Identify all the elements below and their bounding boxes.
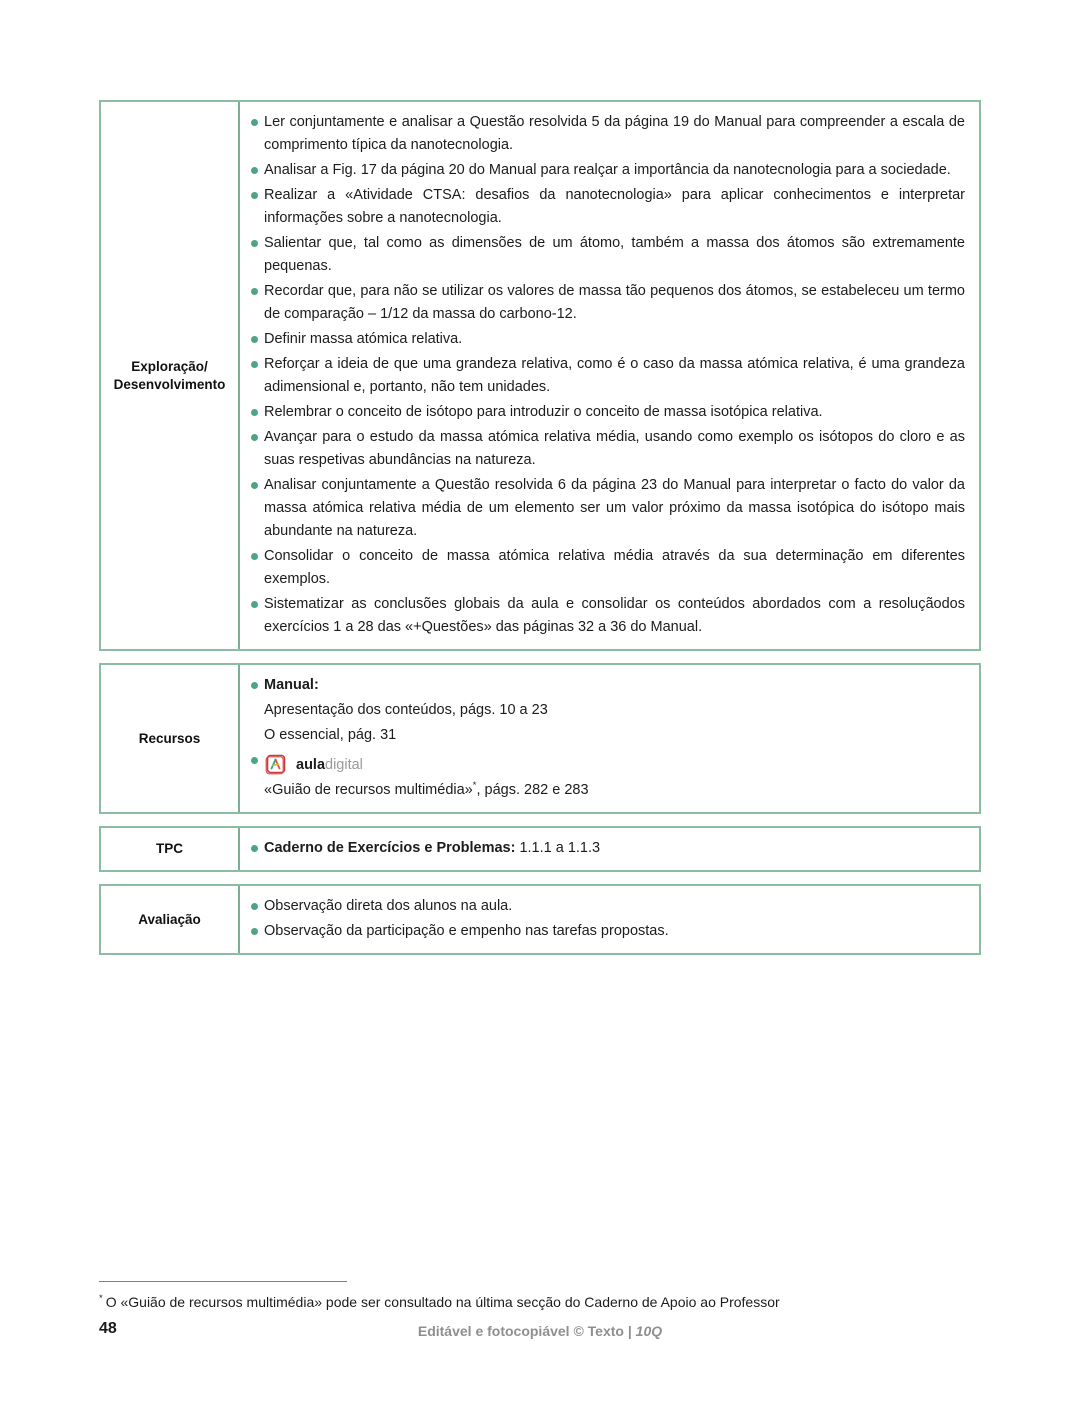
bullet-item	[240, 474, 965, 543]
footer-label: Editável e fotocopiável © Texto |	[417, 1323, 636, 1339]
bullet-item	[240, 749, 965, 777]
bullet-icon	[251, 434, 258, 441]
bullet-icon	[251, 601, 258, 608]
text-segment: Analisar a Fig. 17 da página 20 do Manual para realçar a importância da nanotecnologia para a sociedade.	[264, 162, 951, 178]
bullet-item	[240, 545, 965, 591]
footnote-divider	[99, 1281, 347, 1282]
section-content-exploracao-desenvolvimento	[240, 102, 979, 649]
text-segment: Observação da participação e empenho nas tarefas propostas.	[264, 923, 669, 939]
bullet-icon	[251, 928, 258, 935]
text-segment: Definir massa atómica relativa.	[264, 331, 463, 347]
bullet-item	[240, 280, 965, 326]
bullet-item	[240, 328, 965, 351]
text-segment: digital	[325, 757, 363, 773]
bullet-item	[240, 593, 965, 639]
bullet-icon	[251, 192, 258, 199]
bullet-item	[240, 674, 965, 697]
section-label-exploracao-desenvolvimento: Exploração/ Desenvolvimento	[101, 102, 240, 649]
bullet-icon	[251, 682, 258, 689]
bullet-item	[240, 920, 965, 943]
section-tpc	[99, 826, 981, 872]
text-segment: Realizar a «Atividade CTSA: desafios da nanotecnologia» para aplicar conhecimentos e interpretar informações sobre a nanotecnologia.	[264, 187, 965, 226]
text-segment: Observação direta dos alunos na aula.	[264, 898, 513, 914]
lesson-plan-tables	[99, 100, 981, 967]
text-segment: Manual:	[264, 677, 319, 693]
text-segment: Caderno de Exercícios e Problemas:	[264, 840, 516, 856]
text-segment: Consolidar o conceito de massa atómica relativa média através da sua determinação em diferentes exemplos.	[264, 548, 965, 587]
bullet-icon	[251, 903, 258, 910]
section-avaliacao	[99, 884, 981, 955]
text-segment: aula	[296, 757, 326, 773]
section-label-avaliacao: Avaliação	[101, 886, 240, 953]
text-segment: Salientar que, tal como as dimensões de um átomo, também a massa dos átomos são extremamente pequenas.	[264, 235, 965, 274]
bullet-icon	[251, 119, 258, 126]
text-segment: Analisar conjuntamente a Questão resolvida 6 da página 23 do Manual para interpretar o facto do valor da massa atómica relativa média de um elemento ser um valor próximo da massa isotópica do isótopo mais abundante na natureza.	[264, 477, 965, 539]
bullet-icon	[251, 757, 258, 764]
continuation-line	[240, 699, 965, 722]
bullet-item	[240, 184, 965, 230]
bullet-icon	[251, 240, 258, 247]
bullet-item	[240, 232, 965, 278]
bullet-icon	[251, 361, 258, 368]
footnote-text: O «Guião de recursos multimédia» pode ser consultado na última secção do Caderno de Apoio ao Professor	[105, 1294, 780, 1310]
bullet-item	[240, 895, 965, 918]
section-content-avaliacao	[240, 886, 979, 953]
continuation-line	[240, 779, 965, 802]
text-segment: , págs. 282 e 283	[476, 782, 589, 798]
section-content-recursos	[240, 665, 979, 812]
page-number: 48	[99, 1320, 117, 1337]
text-segment: Apresentação dos conteúdos, págs. 10 a 23	[264, 702, 548, 718]
bullet-item	[240, 837, 965, 860]
bullet-icon	[251, 336, 258, 343]
bullet-item	[240, 353, 965, 399]
footer-text	[99, 1323, 981, 1339]
bullet-icon	[251, 167, 258, 174]
auladigital-logo	[264, 752, 288, 776]
bullet-item	[240, 159, 965, 182]
bullet-icon	[251, 845, 258, 852]
section-exploracao-desenvolvimento	[99, 100, 981, 651]
text-segment: *	[472, 780, 477, 792]
footnote	[99, 1293, 981, 1312]
text-segment: Recordar que, para não se utilizar os valores de massa tão pequenos dos átomos, se estabeleceu um termo de comparação – 1/12 da massa do carbono-12.	[264, 283, 965, 322]
bullet-item	[240, 401, 965, 424]
text-segment: Sistematizar as conclusões globais da aula e consolidar os conteúdos abordados com a resoluçãodos exercícios 1 a 28 das «+Questões» das páginas 32 a 36 do Manual.	[264, 596, 965, 635]
section-recursos	[99, 663, 981, 814]
text-segment: 1.1.1 a 1.1.3	[515, 840, 601, 856]
continuation-line	[240, 724, 965, 747]
bullet-icon	[251, 553, 258, 560]
bullet-icon	[251, 482, 258, 489]
text-segment: Ler conjuntamente e analisar a Questão resolvida 5 da página 19 do Manual para compreender a escala de comprimento típica da nanotecnologia.	[264, 114, 965, 153]
footer-edition: 10Q	[635, 1323, 663, 1339]
text-segment: Avançar para o estudo da massa atómica relativa média, usando como exemplo os isótopos do cloro e as suas respetivas abundâncias na natureza.	[264, 429, 965, 468]
section-label-recursos: Recursos	[101, 665, 240, 812]
bullet-icon	[251, 288, 258, 295]
bullet-icon	[251, 409, 258, 416]
text-segment: Relembrar o conceito de isótopo para introduzir o conceito de massa isotópica relativa.	[264, 404, 823, 420]
section-content-tpc	[240, 828, 979, 870]
section-label-tpc: TPC	[101, 828, 240, 870]
bullet-item	[240, 426, 965, 472]
text-segment: «Guião de recursos multimédia»	[264, 782, 473, 798]
text-segment: Reforçar a ideia de que uma grandeza relativa, como é o caso da massa atómica relativa, é uma grandeza adimensional e, portanto, não tem unidades.	[264, 356, 965, 395]
text-segment: O essencial, pág. 31	[264, 727, 397, 743]
footnote-marker: *	[99, 1293, 103, 1305]
bullet-item	[240, 111, 965, 157]
